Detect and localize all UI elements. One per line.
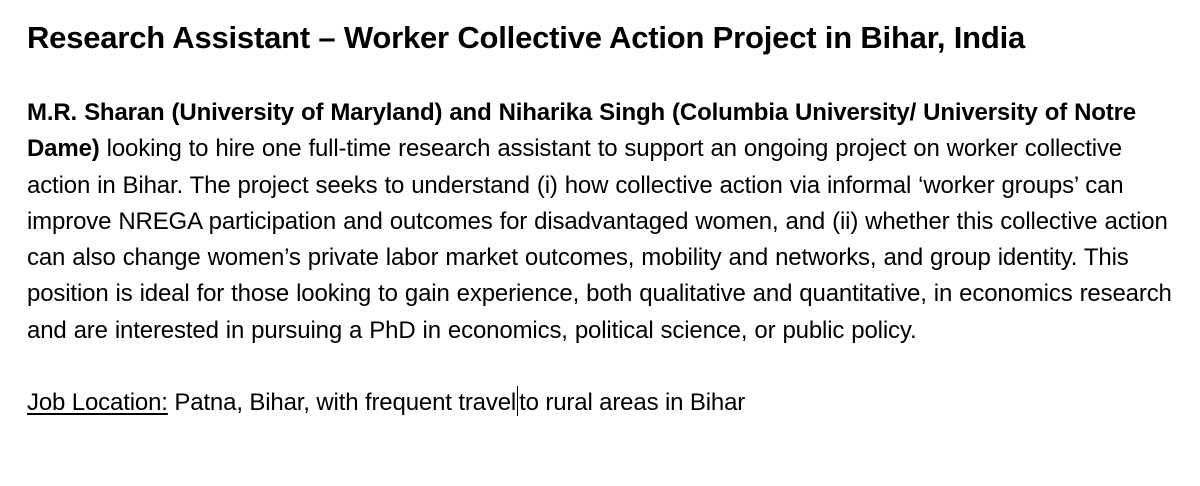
intro-paragraph bbox=[27, 95, 1177, 349]
job-location-text-rest: to rural areas in Bihar bbox=[519, 389, 746, 417]
document-title: Research Assistant – Worker Collective Action Project in Bihar, India bbox=[27, 20, 1026, 55]
job-location-line bbox=[27, 385, 1177, 421]
text-cursor bbox=[517, 386, 518, 416]
job-location-text: Patna, Bihar, with frequent travel bbox=[167, 389, 517, 417]
intro-authors: M.R. Sharan (University of Maryland) and Niharika Singh (Columbia University/ University of Notre Dame) bbox=[27, 99, 1136, 163]
document-body[interactable] bbox=[27, 18, 1177, 421]
job-location-label: Job Location: bbox=[27, 389, 168, 417]
intro-body-text: looking to hire one full-time research assistant to support an ongoing project on worker collective action in Bihar. The project seeks to understand (i) how collective action via informal ‘worker groups’ can improve NREGA participation and outcomes for disadvantaged women, and (ii) whether this collective action can also change women’s private labor market outcomes, mobility and networks, and group identity. This position is ideal for those looking to gain experience, both qualitative and quantitative, in economics research and are interested in pursuing a PhD in economics, political science, or public policy. bbox=[27, 135, 1172, 344]
